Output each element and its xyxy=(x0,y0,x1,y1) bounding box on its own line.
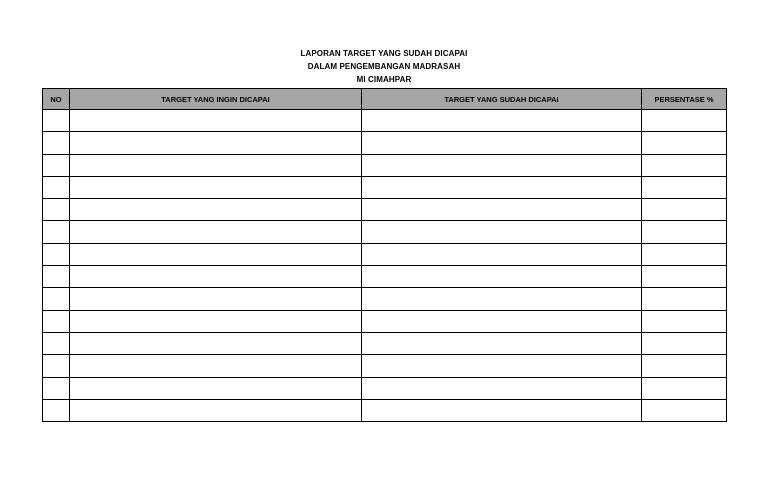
cell-percentage xyxy=(642,243,727,265)
report-table xyxy=(42,88,727,422)
title-line-2: DALAM PENGEMBANGAN MADRASAH xyxy=(307,62,461,71)
cell-achieved xyxy=(362,266,642,288)
cell-no xyxy=(43,132,70,154)
header-no: NO xyxy=(43,89,70,110)
cell-percentage xyxy=(642,110,727,132)
header-percentage: PERSENTASE % xyxy=(642,89,727,110)
cell-percentage xyxy=(642,199,727,221)
cell-percentage xyxy=(642,154,727,176)
table-row xyxy=(43,221,727,243)
table-row xyxy=(43,154,727,176)
cell-target xyxy=(70,176,362,198)
cell-percentage xyxy=(642,288,727,310)
cell-achieved xyxy=(362,399,642,421)
cell-achieved xyxy=(362,377,642,399)
cell-no xyxy=(43,176,70,198)
table-row xyxy=(43,310,727,332)
cell-target xyxy=(70,310,362,332)
cell-target xyxy=(70,332,362,354)
cell-percentage xyxy=(642,266,727,288)
cell-target xyxy=(70,154,362,176)
cell-percentage xyxy=(642,176,727,198)
table-row xyxy=(43,132,727,154)
table-row xyxy=(43,399,727,421)
cell-no xyxy=(43,332,70,354)
cell-no xyxy=(43,110,70,132)
cell-percentage xyxy=(642,132,727,154)
cell-target xyxy=(70,221,362,243)
header-target: TARGET YANG INGIN DICAPAI xyxy=(70,89,362,110)
cell-target xyxy=(70,355,362,377)
table-header-row xyxy=(43,89,727,110)
cell-achieved xyxy=(362,332,642,354)
cell-achieved xyxy=(362,154,642,176)
cell-no xyxy=(43,399,70,421)
table-row xyxy=(43,266,727,288)
cell-target xyxy=(70,132,362,154)
document-title xyxy=(0,47,768,86)
table-row xyxy=(43,332,727,354)
cell-target xyxy=(70,377,362,399)
table-row xyxy=(43,355,727,377)
cell-percentage xyxy=(642,399,727,421)
cell-percentage xyxy=(642,332,727,354)
header-achieved: TARGET YANG SUDAH DICAPAI xyxy=(362,89,642,110)
cell-achieved xyxy=(362,176,642,198)
cell-no xyxy=(43,154,70,176)
cell-achieved xyxy=(362,221,642,243)
cell-percentage xyxy=(642,355,727,377)
cell-percentage xyxy=(642,377,727,399)
cell-no xyxy=(43,355,70,377)
cell-achieved xyxy=(362,288,642,310)
cell-target xyxy=(70,199,362,221)
table-row xyxy=(43,199,727,221)
cell-no xyxy=(43,377,70,399)
cell-target xyxy=(70,399,362,421)
title-line-1: LAPORAN TARGET YANG SUDAH DICAPAI xyxy=(300,49,468,58)
cell-no xyxy=(43,199,70,221)
cell-no xyxy=(43,288,70,310)
cell-achieved xyxy=(362,310,642,332)
table-row xyxy=(43,377,727,399)
cell-achieved xyxy=(362,243,642,265)
cell-target xyxy=(70,266,362,288)
title-line-3: MI CIMAHPAR xyxy=(356,75,412,84)
cell-no xyxy=(43,310,70,332)
cell-target xyxy=(70,243,362,265)
table-body xyxy=(43,110,727,422)
cell-target xyxy=(70,110,362,132)
cell-achieved xyxy=(362,132,642,154)
cell-achieved xyxy=(362,199,642,221)
cell-achieved xyxy=(362,110,642,132)
cell-percentage xyxy=(642,221,727,243)
table-row xyxy=(43,176,727,198)
cell-no xyxy=(43,243,70,265)
cell-no xyxy=(43,266,70,288)
table-row xyxy=(43,288,727,310)
table-row xyxy=(43,243,727,265)
cell-percentage xyxy=(642,310,727,332)
cell-no xyxy=(43,221,70,243)
cell-achieved xyxy=(362,355,642,377)
cell-target xyxy=(70,288,362,310)
table-row xyxy=(43,110,727,132)
